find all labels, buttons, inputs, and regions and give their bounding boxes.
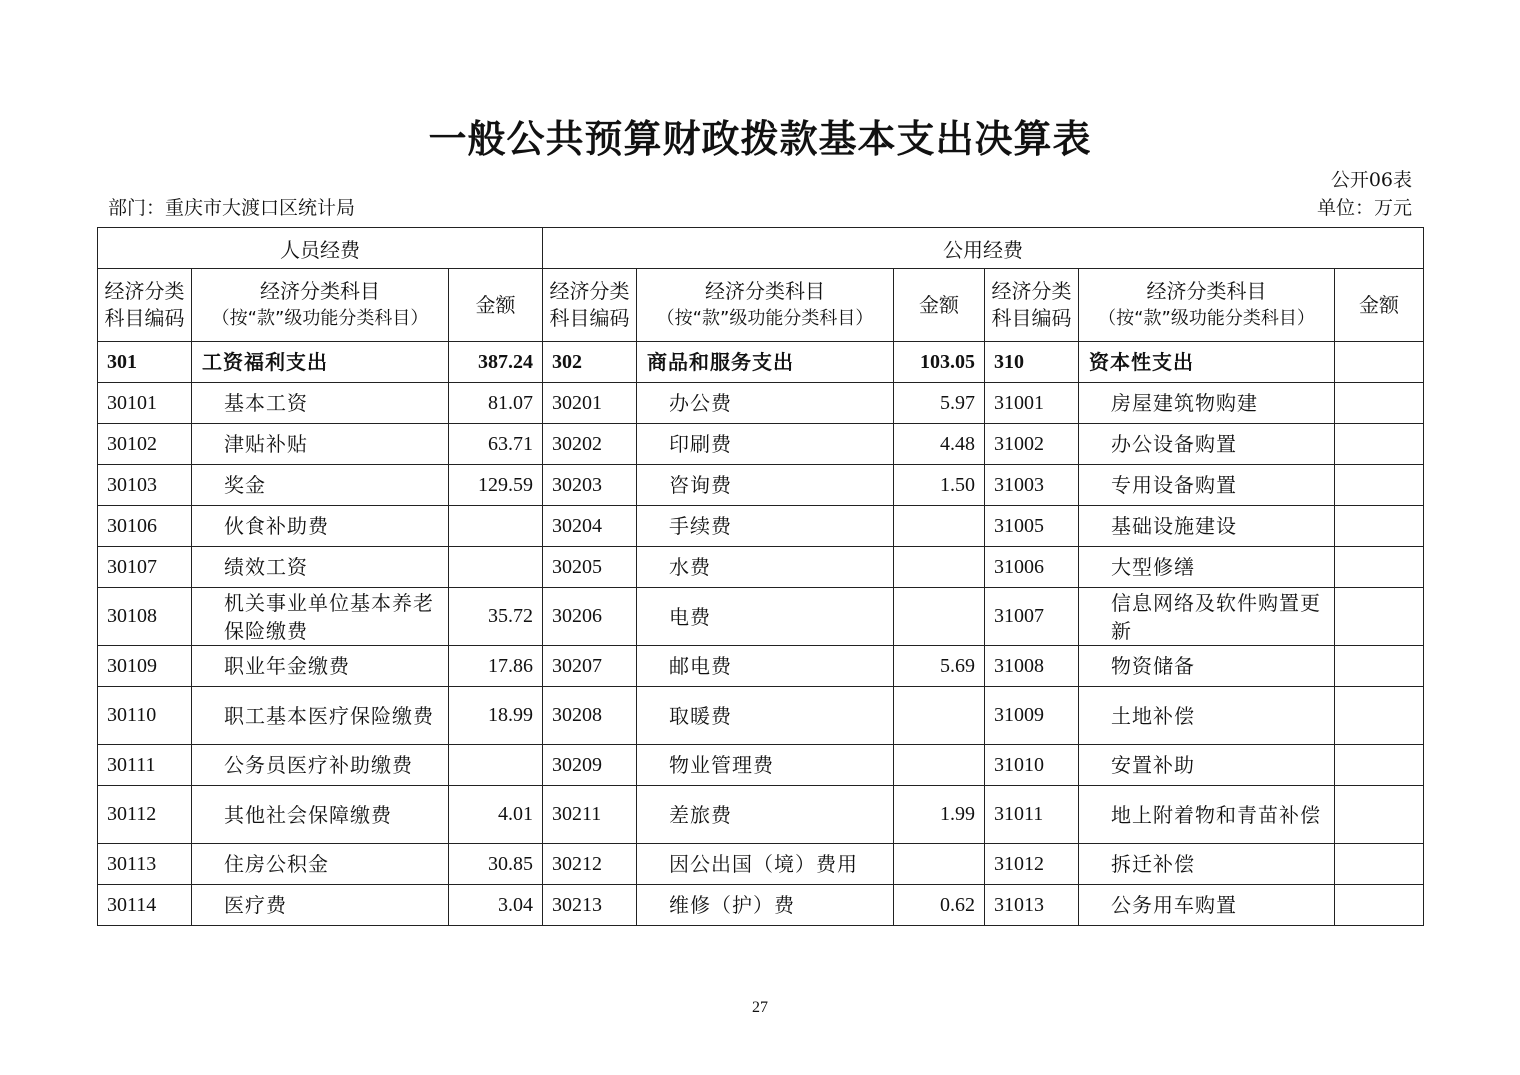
page-number: 27 — [752, 999, 768, 1016]
table-row — [98, 885, 1424, 926]
header-code: 经济分类 科目编码 — [98, 269, 192, 342]
amount-cell — [894, 588, 985, 646]
header-code: 经济分类 科目编码 — [543, 269, 637, 342]
table-row — [98, 844, 1424, 885]
code-cell: 30208 — [543, 687, 637, 745]
table-row — [98, 588, 1424, 646]
code-cell: 30213 — [543, 885, 637, 926]
name-cell: 差旅费 — [637, 786, 894, 844]
column-header-row — [98, 269, 1424, 342]
amount-cell — [894, 687, 985, 745]
amount-cell — [1335, 506, 1424, 547]
header-name: 经济分类科目 （按“款”级功能分类科目） — [192, 269, 449, 342]
amount-cell — [894, 547, 985, 588]
amount-cell — [1335, 465, 1424, 506]
amount-cell — [1335, 547, 1424, 588]
amount-cell: 35.72 — [449, 588, 543, 646]
name-cell: 职工基本医疗保险缴费 — [192, 687, 449, 745]
name-cell: 因公出国（境）费用 — [637, 844, 894, 885]
code-cell: 30111 — [98, 745, 192, 786]
amount-cell: 4.48 — [894, 424, 985, 465]
name-cell: 邮电费 — [637, 646, 894, 687]
table-row — [98, 646, 1424, 687]
table-row — [98, 383, 1424, 424]
table-row — [98, 786, 1424, 844]
code-cell: 310 — [985, 342, 1079, 383]
amount-cell: 63.71 — [449, 424, 543, 465]
code-cell: 30204 — [543, 506, 637, 547]
code-cell: 30203 — [543, 465, 637, 506]
name-cell: 工资福利支出 — [192, 342, 449, 383]
name-cell: 职业年金缴费 — [192, 646, 449, 687]
name-cell: 奖金 — [192, 465, 449, 506]
code-cell: 30107 — [98, 547, 192, 588]
code-cell: 31013 — [985, 885, 1079, 926]
code-cell: 30112 — [98, 786, 192, 844]
expenditure-table — [97, 227, 1424, 926]
code-cell: 30211 — [543, 786, 637, 844]
amount-cell: 30.85 — [449, 844, 543, 885]
name-cell: 基本工资 — [192, 383, 449, 424]
table-row — [98, 745, 1424, 786]
amount-cell — [1335, 844, 1424, 885]
table-row — [98, 687, 1424, 745]
amount-cell: 4.01 — [449, 786, 543, 844]
amount-cell: 17.86 — [449, 646, 543, 687]
code-cell: 30201 — [543, 383, 637, 424]
table-row — [98, 342, 1424, 383]
amount-cell — [894, 506, 985, 547]
header-amount: 金额 — [894, 269, 985, 342]
amount-cell: 81.07 — [449, 383, 543, 424]
name-cell: 住房公积金 — [192, 844, 449, 885]
code-cell: 31006 — [985, 547, 1079, 588]
name-cell: 房屋建筑物购建 — [1079, 383, 1335, 424]
amount-cell — [1335, 588, 1424, 646]
amount-cell: 1.50 — [894, 465, 985, 506]
code-cell: 30209 — [543, 745, 637, 786]
name-cell: 基础设施建设 — [1079, 506, 1335, 547]
header-name: 经济分类科目 （按“款”级功能分类科目） — [637, 269, 894, 342]
amount-cell — [1335, 646, 1424, 687]
name-cell: 机关事业单位基本养老保险缴费 — [192, 588, 449, 646]
header-name: 经济分类科目 （按“款”级功能分类科目） — [1079, 269, 1335, 342]
name-cell: 大型修缮 — [1079, 547, 1335, 588]
name-cell: 电费 — [637, 588, 894, 646]
group-public: 公用经费 — [543, 228, 1424, 269]
code-cell: 31001 — [985, 383, 1079, 424]
code-cell: 30106 — [98, 506, 192, 547]
name-cell: 绩效工资 — [192, 547, 449, 588]
name-cell: 商品和服务支出 — [637, 342, 894, 383]
amount-cell: 387.24 — [449, 342, 543, 383]
name-cell: 印刷费 — [637, 424, 894, 465]
amount-cell — [1335, 383, 1424, 424]
header-amount: 金额 — [449, 269, 543, 342]
name-cell: 咨询费 — [637, 465, 894, 506]
code-cell: 31011 — [985, 786, 1079, 844]
amount-cell: 3.04 — [449, 885, 543, 926]
code-cell: 30102 — [98, 424, 192, 465]
page-title: 一般公共预算财政拨款基本支出决算表 — [428, 117, 1092, 161]
name-cell: 其他社会保障缴费 — [192, 786, 449, 844]
code-cell: 30205 — [543, 547, 637, 588]
name-cell: 物资储备 — [1079, 646, 1335, 687]
amount-cell — [1335, 342, 1424, 383]
code-cell: 31009 — [985, 687, 1079, 745]
code-cell: 301 — [98, 342, 192, 383]
table-row — [98, 465, 1424, 506]
amount-cell: 5.97 — [894, 383, 985, 424]
header-code: 经济分类 科目编码 — [985, 269, 1079, 342]
amount-cell: 129.59 — [449, 465, 543, 506]
amount-cell — [1335, 424, 1424, 465]
name-cell: 土地补偿 — [1079, 687, 1335, 745]
code-cell: 30207 — [543, 646, 637, 687]
group-header-row — [98, 228, 1424, 269]
code-cell: 30109 — [98, 646, 192, 687]
name-cell: 公务员医疗补助缴费 — [192, 745, 449, 786]
code-cell: 30113 — [98, 844, 192, 885]
name-cell: 地上附着物和青苗补偿 — [1079, 786, 1335, 844]
code-cell: 30114 — [98, 885, 192, 926]
code-cell: 30202 — [543, 424, 637, 465]
amount-cell: 5.69 — [894, 646, 985, 687]
code-cell: 30103 — [98, 465, 192, 506]
amount-cell — [1335, 786, 1424, 844]
amount-cell — [1335, 745, 1424, 786]
name-cell: 拆迁补偿 — [1079, 844, 1335, 885]
code-cell: 31003 — [985, 465, 1079, 506]
code-cell: 30110 — [98, 687, 192, 745]
code-cell: 31005 — [985, 506, 1079, 547]
name-cell: 水费 — [637, 547, 894, 588]
amount-cell — [894, 844, 985, 885]
name-cell: 伙食补助费 — [192, 506, 449, 547]
name-cell: 专用设备购置 — [1079, 465, 1335, 506]
amount-cell: 0.62 — [894, 885, 985, 926]
code-cell: 302 — [543, 342, 637, 383]
amount-cell: 1.99 — [894, 786, 985, 844]
code-cell: 31008 — [985, 646, 1079, 687]
name-cell: 资本性支出 — [1079, 342, 1335, 383]
name-cell: 津贴补贴 — [192, 424, 449, 465]
code-cell: 30108 — [98, 588, 192, 646]
amount-cell — [449, 745, 543, 786]
name-cell: 办公费 — [637, 383, 894, 424]
amount-cell — [449, 506, 543, 547]
group-personnel: 人员经费 — [98, 228, 543, 269]
code-cell: 31010 — [985, 745, 1079, 786]
code-cell: 30212 — [543, 844, 637, 885]
code-cell: 31002 — [985, 424, 1079, 465]
department-label: 部门：重庆市大渡口区统计局 — [108, 197, 356, 219]
name-cell: 手续费 — [637, 506, 894, 547]
name-cell: 物业管理费 — [637, 745, 894, 786]
table-row — [98, 506, 1424, 547]
code-cell: 30206 — [543, 588, 637, 646]
amount-cell — [1335, 885, 1424, 926]
name-cell: 办公设备购置 — [1079, 424, 1335, 465]
amount-cell — [1335, 687, 1424, 745]
name-cell: 医疗费 — [192, 885, 449, 926]
table-row — [98, 547, 1424, 588]
header-amount: 金额 — [1335, 269, 1424, 342]
amount-cell — [449, 547, 543, 588]
amount-cell — [894, 745, 985, 786]
name-cell: 公务用车购置 — [1079, 885, 1335, 926]
code-cell: 31007 — [985, 588, 1079, 646]
form-number: 公开06表 — [1330, 169, 1412, 191]
name-cell: 维修（护）费 — [637, 885, 894, 926]
unit-label: 单位：万元 — [1316, 197, 1412, 219]
name-cell: 信息网络及软件购置更新 — [1079, 588, 1335, 646]
amount-cell: 103.05 — [894, 342, 985, 383]
amount-cell: 18.99 — [449, 687, 543, 745]
code-cell: 31012 — [985, 844, 1079, 885]
table-row — [98, 424, 1424, 465]
name-cell: 取暖费 — [637, 687, 894, 745]
code-cell: 30101 — [98, 383, 192, 424]
name-cell: 安置补助 — [1079, 745, 1335, 786]
